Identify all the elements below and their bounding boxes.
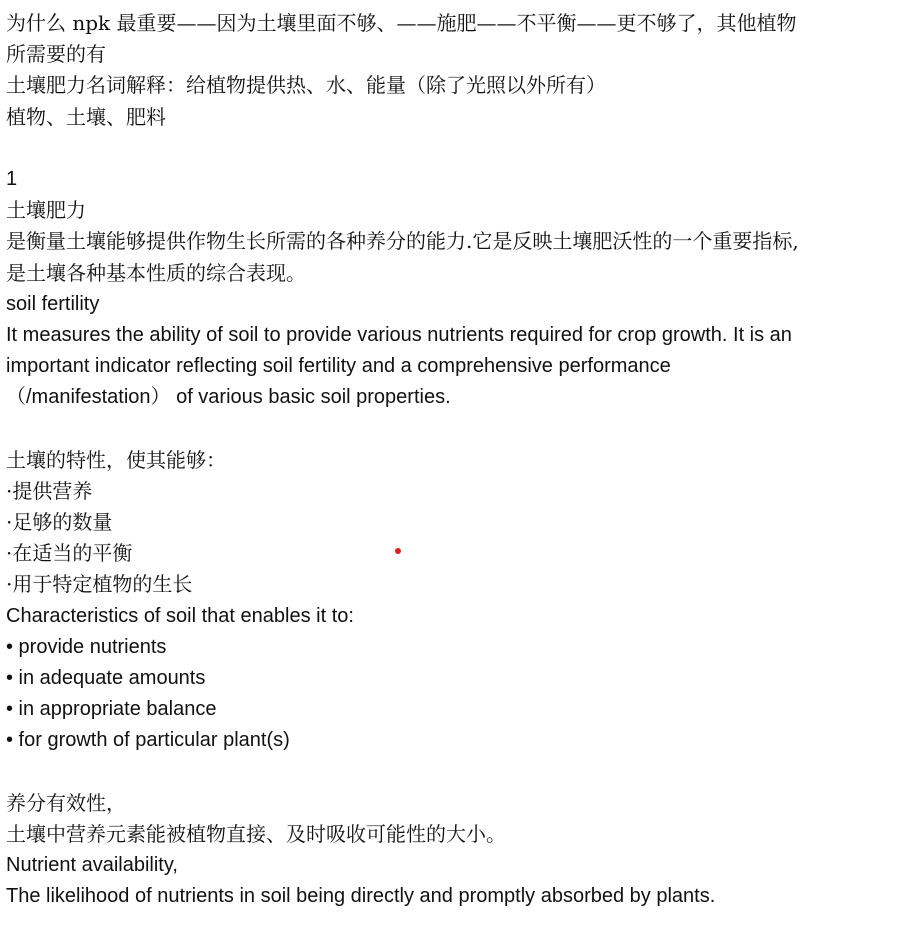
characteristics-item-en: • for growth of particular plant(s) bbox=[6, 729, 290, 752]
characteristics-heading-en: Characteristics of soil that enables it to: bbox=[6, 604, 354, 627]
characteristics-item-cn: ·用于特定植物的生长 bbox=[6, 572, 193, 597]
section-number: 1 bbox=[6, 167, 18, 190]
blank-line bbox=[6, 757, 896, 788]
cursor-dot bbox=[395, 548, 401, 554]
intro-line-4: 植物、土壤、肥料 bbox=[6, 104, 166, 129]
document-body bbox=[6, 8, 896, 912]
characteristics-item-en: • provide nutrients bbox=[6, 635, 167, 658]
blank-line bbox=[6, 133, 896, 164]
definition-cn-line-1: 是衡量土壤能够提供作物生长所需的各种养分的能力.它是反映土壤肥沃性的一个重要指标, bbox=[6, 229, 799, 254]
intro-line-1: 为什么 npk 最重要——因为土壤里面不够、——施肥——不平衡——更不够了，其他植物 bbox=[6, 11, 797, 35]
intro-line-2: 所需要的有 bbox=[6, 42, 106, 67]
definition-en-line-2: important indicator reflecting soil fertility and a comprehensive performance bbox=[6, 355, 671, 378]
characteristics-heading-cn: 土壤的特性，使其能够： bbox=[6, 447, 226, 472]
definition-cn-line-2: 是土壤各种基本性质的综合表现。 bbox=[6, 260, 306, 285]
characteristics-item-cn: ·足够的数量 bbox=[6, 510, 113, 534]
definition-en-line-1: It measures the ability of soil to provide various nutrients required for crop growth. It is an bbox=[6, 323, 792, 346]
characteristics-item-en: • in appropriate balance bbox=[6, 698, 217, 721]
term-heading-cn: 土壤肥力 bbox=[6, 198, 86, 223]
availability-term-cn: 养分有效性， bbox=[6, 790, 126, 815]
term-heading-en: soil fertility bbox=[6, 292, 100, 315]
characteristics-item-cn: ·在适当的平衡 bbox=[6, 541, 133, 566]
characteristics-item-en: • in adequate amounts bbox=[6, 666, 206, 689]
blank-line bbox=[6, 413, 896, 444]
availability-definition-cn: 土壤中营养元素能被植物直接、及时吸收可能性的大小。 bbox=[6, 821, 506, 846]
availability-term-en: Nutrient availability, bbox=[6, 854, 178, 877]
intro-line-3: 土壤肥力名词解释：给植物提供热、水、能量（除了光照以外所有） bbox=[6, 73, 606, 98]
characteristics-item-cn: ·提供营养 bbox=[6, 478, 93, 503]
availability-definition-en: The likelihood of nutrients in soil being directly and promptly absorbed by plants. bbox=[6, 885, 716, 908]
definition-en-line-3: （/manifestation） of various basic soil properties. bbox=[6, 386, 451, 409]
